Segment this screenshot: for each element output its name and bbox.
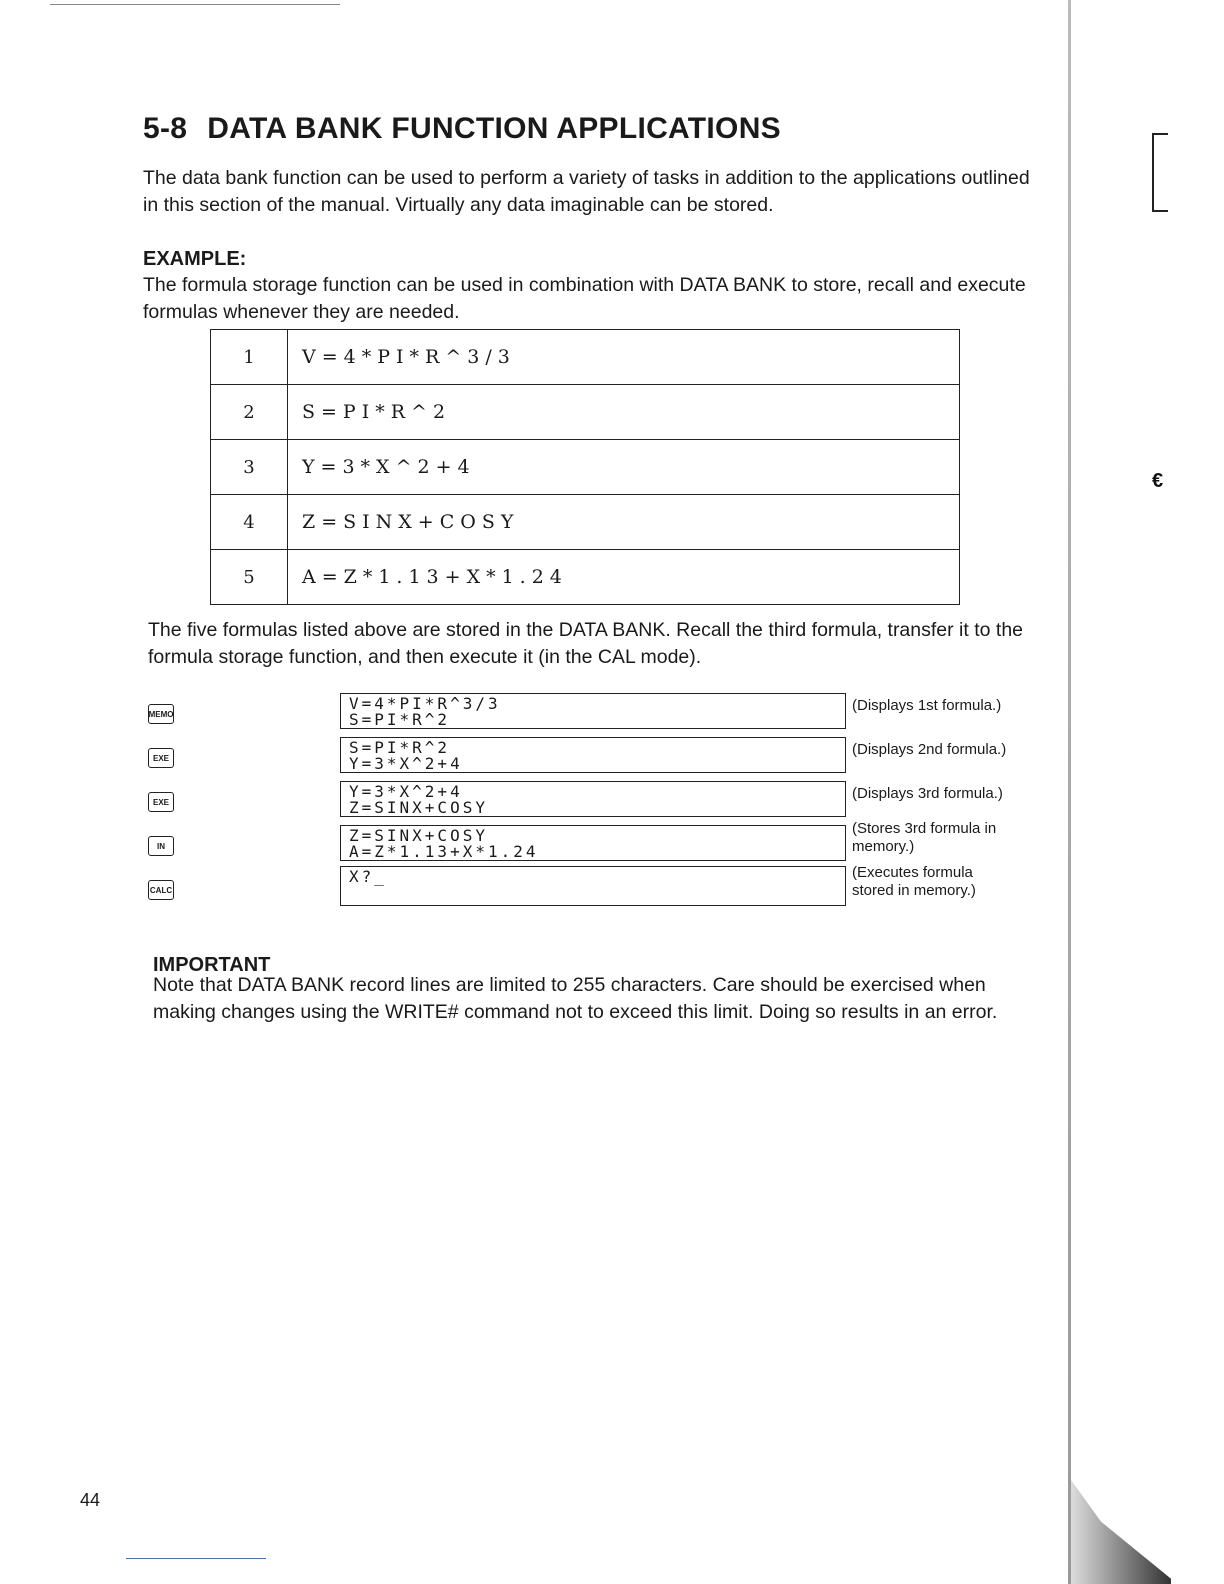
top-rule bbox=[50, 4, 340, 5]
formula-number: 5 bbox=[211, 550, 288, 605]
important-paragraph: Note that DATA BANK record lines are limited to 255 characters. Care should be exercised when making changes using the WRITE# command not to exceed this limit. Doing so results in an error. bbox=[153, 974, 998, 1023]
table-row bbox=[211, 495, 960, 550]
formula-cell: S=PI*R^2 bbox=[288, 385, 960, 440]
lcd-line: Z=SINX+COSY bbox=[349, 798, 488, 817]
adjacent-page-fragment: € bbox=[1152, 470, 1164, 492]
example-heading: EXAMPLE: bbox=[143, 248, 247, 270]
lcd-display bbox=[340, 825, 846, 861]
section-title bbox=[143, 112, 781, 146]
page-binding-edge bbox=[1068, 0, 1071, 1584]
formula-number: 3 bbox=[211, 440, 288, 495]
memo-key-icon: MEMO bbox=[148, 704, 174, 724]
intro-paragraph: The data bank function can be used to perform a variety of tasks in addition to the applications outlined in this section of the manual. Virtually any data imaginable can be stored. bbox=[143, 167, 1030, 216]
lcd-display bbox=[340, 737, 846, 773]
step-note-line: (Executes formula bbox=[852, 864, 973, 881]
in-key-icon: IN bbox=[148, 836, 174, 856]
exe-key-icon: EXE bbox=[148, 792, 174, 812]
formula-table bbox=[210, 329, 960, 605]
table-row bbox=[211, 330, 960, 385]
lcd-line: Y=3*X^2+4 bbox=[349, 782, 463, 801]
formula-number: 2 bbox=[211, 385, 288, 440]
lcd-display bbox=[340, 866, 846, 906]
formula-cell: A=Z*1.13+X*1.24 bbox=[288, 550, 960, 605]
lcd-line: Y=3*X^2+4 bbox=[349, 754, 463, 773]
formula-number: 1 bbox=[211, 330, 288, 385]
section-title-text: DATA BANK FUNCTION APPLICATIONS bbox=[207, 112, 781, 145]
step-note-line: stored in memory.) bbox=[852, 882, 976, 899]
step-note: (Displays 3rd formula.) bbox=[852, 785, 1003, 802]
bottom-rule bbox=[126, 1558, 266, 1559]
lcd-line: S=PI*R^2 bbox=[349, 710, 451, 729]
page-number: 44 bbox=[80, 1490, 101, 1510]
table-row bbox=[211, 550, 960, 605]
formula-cell: V=4*PI*R^3/3 bbox=[288, 330, 960, 385]
section-number: 5-8 bbox=[143, 112, 188, 145]
step-note-line: (Stores 3rd formula in bbox=[852, 820, 997, 837]
step-note: (Displays 1st formula.) bbox=[852, 697, 1002, 714]
recall-paragraph: The five formulas listed above are stored in the DATA BANK. Recall the third formula, transfer it to the formula storage function, and then execute it (in the CAL mode). bbox=[148, 619, 1024, 668]
lcd-display bbox=[340, 781, 846, 817]
adjacent-page-bracket bbox=[1152, 133, 1168, 212]
formula-cell: Y=3*X^2+4 bbox=[288, 440, 960, 495]
lcd-line: V=4*PI*R^3/3 bbox=[349, 694, 501, 713]
step-note bbox=[852, 820, 996, 856]
table-row bbox=[211, 385, 960, 440]
table-row bbox=[211, 440, 960, 495]
formula-cell: Z=SINX+COSY bbox=[288, 495, 960, 550]
step-note bbox=[852, 864, 976, 900]
important-heading: IMPORTANT bbox=[153, 954, 271, 976]
lcd-line: X?_ bbox=[349, 867, 387, 886]
calc-key-icon: CALC bbox=[148, 880, 174, 900]
lcd-display bbox=[340, 693, 846, 729]
example-paragraph: The formula storage function can be used in combination with DATA BANK to store, recall and execute formulas whenever they are needed. bbox=[143, 274, 1026, 323]
lcd-line: A=Z*1.13+X*1.24 bbox=[349, 842, 539, 861]
lcd-line: S=PI*R^2 bbox=[349, 738, 451, 757]
exe-key-icon: EXE bbox=[148, 748, 174, 768]
page-curl-shadow bbox=[1071, 1480, 1171, 1584]
step-note-line: memory.) bbox=[852, 838, 915, 855]
step-note: (Displays 2nd formula.) bbox=[852, 741, 1007, 758]
formula-number: 4 bbox=[211, 495, 288, 550]
lcd-line: Z=SINX+COSY bbox=[349, 826, 488, 845]
